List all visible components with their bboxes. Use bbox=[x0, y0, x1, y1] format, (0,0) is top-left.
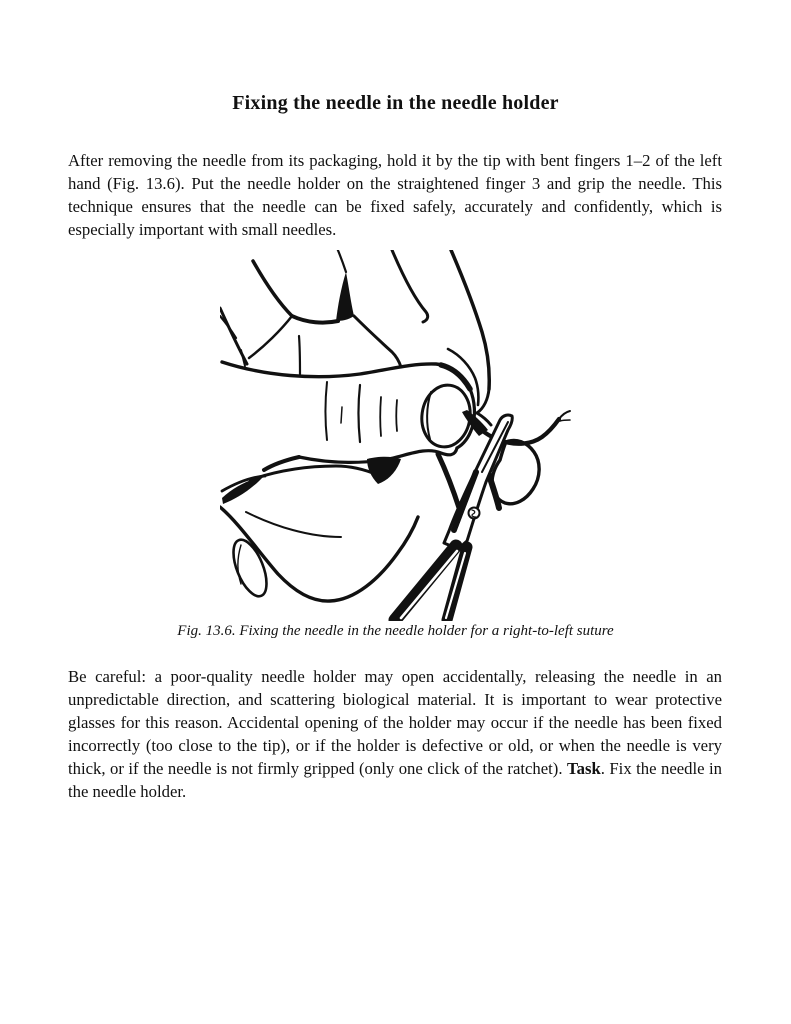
task-text: . Fix the needle in the needle holder. bbox=[68, 759, 723, 801]
warning-paragraph bbox=[68, 665, 722, 803]
page-title: Fixing the needle in the needle holder bbox=[232, 92, 559, 114]
figure-13-6 bbox=[220, 250, 580, 621]
warning-text: Be careful: a poor-quality needle holder may open accidentally, releasing the needle in an unpredictable direction, and scattering biological material. It is important to wear protective glasses for this reason. Accidental opening of the holder may occur if the needle has been fixed incorrectly (too close to the tip), or if the holder is defective or old, or when the needle is very thick, or if the needle is not firmly gripped (only one click of the ratchet). bbox=[68, 667, 722, 778]
needle-holder-illustration bbox=[220, 250, 580, 621]
figure-caption: Fig. 13.6. Fixing the needle in the needle holder for a right-to-left suture bbox=[177, 623, 614, 639]
task-label: Task bbox=[567, 759, 601, 778]
intro-paragraph: After removing the needle from its packaging, hold it by the tip with bent fingers 1–2 of the left hand (Fig. 13.6). Put the needle holder on the straightened finger 3 and grip the needle. This technique ensures that the needle can be fixed safely, accurately and confidently, which is especially important with small needles. bbox=[68, 151, 722, 239]
